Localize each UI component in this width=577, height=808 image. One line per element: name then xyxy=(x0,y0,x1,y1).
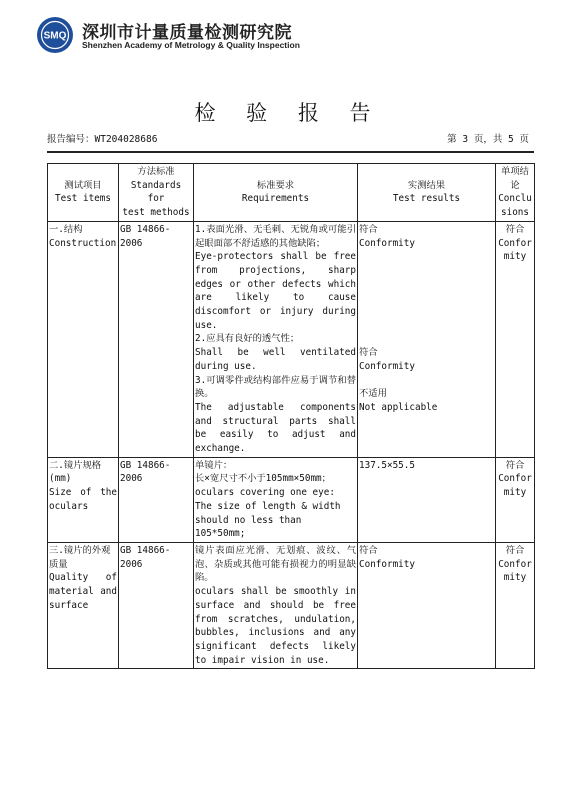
test-results-table xyxy=(47,163,535,669)
table-row xyxy=(48,542,535,668)
result-cell: 137.5×55.5 xyxy=(358,457,496,542)
conclusion-cell: 符合 Conformity xyxy=(496,457,535,542)
table-header-row xyxy=(48,164,535,222)
header-methods: 方法标准 Standards for test methods xyxy=(119,164,194,222)
method-cell: GB 14866-2006 xyxy=(119,457,194,542)
page-indicator: 第 3 页，共 5 页 xyxy=(447,134,529,145)
org-name-en: Shenzhen Academy of Metrology & Quality Inspection xyxy=(82,40,300,50)
org-header xyxy=(36,14,336,56)
requirement-cell: 1.表面光滑、无毛刺、无锐角或可能引起眼面部不舒适感的其他缺陷； Eye-protectors shall be free from projections, sharp edges or other defects which are likely to cause discomfort or injury during use. 2.应具有良好的透气性； Shall be well ventilated during use. 3.可调零件或结构部件应易于调节和替换。 The adjustable components and structural parts shall be easily to adjust and exchange. xyxy=(194,221,358,457)
report-number: 报告编号：WT204028686 xyxy=(47,134,158,145)
smq-logo-icon xyxy=(36,16,74,54)
header-requirements: 标准要求 Requirements xyxy=(194,164,358,222)
method-cell: GB 14866-2006 xyxy=(119,542,194,668)
header-conclusions: 单项结论 Conclusions xyxy=(496,164,535,222)
item-cell: 二.镜片规格(mm) Size of the oculars xyxy=(48,457,119,542)
header-results: 实测结果 Test results xyxy=(358,164,496,222)
header-divider xyxy=(47,151,534,153)
requirement-cell: 单镜片： 长×宽尺寸不小于105mm×50mm； oculars covering one eye: The size of length & width should no less than 105*50mm; xyxy=(194,457,358,542)
method-cell: GB 14866-2006 xyxy=(119,221,194,457)
report-title: 检 验 报 告 xyxy=(194,101,383,125)
table-row xyxy=(48,457,535,542)
logo-text: SMQ xyxy=(43,30,67,42)
requirement-cell: 镜片表面应光滑、无划痕、波纹、气泡、杂质或其他可能有损视力的明显缺陷。 oculars shall be smoothly in surface and should be free from scratches, undulation, bubbles, inclusions and any significant defects likely to impair vision in use. xyxy=(194,542,358,668)
table-row xyxy=(48,221,535,457)
conclusion-cell: 符合 Conformity xyxy=(496,221,535,457)
result-cell: 符合 Conformity xyxy=(358,542,496,668)
result-cell: 符合 Conformity 符合 Conformity 不适用 Not applicable xyxy=(358,221,496,457)
header-test-items: 测试项目 Test items xyxy=(48,164,119,222)
item-cell: 三.镜片的外观质量 Quality of material and surface xyxy=(48,542,119,668)
org-name-cn: 深圳市计量质量检测研究院 xyxy=(82,23,292,43)
item-cell: 一.结构 Construction xyxy=(48,221,119,457)
conclusion-cell: 符合 Conformity xyxy=(496,542,535,668)
